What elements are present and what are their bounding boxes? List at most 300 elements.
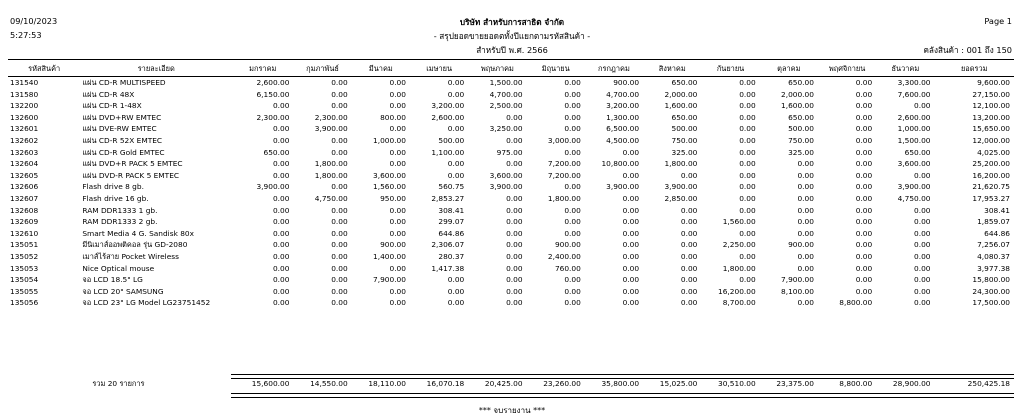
- month-amount: 4,025.00: [977, 147, 1010, 157]
- month-amount: 3,977.38: [977, 263, 1010, 273]
- month-amount: 0.00: [272, 240, 290, 250]
- product-description: Flash drive 16 gb.: [82, 193, 149, 203]
- product-description: เมาส์ไร้สาย Pocket Wireless: [82, 251, 179, 261]
- month-amount: 4,500.00: [606, 135, 640, 145]
- column-header: พฤษภาคม: [480, 64, 514, 73]
- month-amount: 0.00: [622, 217, 640, 227]
- month-amount: 0.00: [797, 263, 814, 273]
- product-description: แผ่น CD-R 1-48X: [82, 101, 142, 111]
- column-header-row: [8, 60, 1014, 77]
- month-amount: 0.00: [739, 78, 756, 87]
- month-amount: 0.00: [855, 182, 873, 192]
- month-amount: 0.00: [272, 101, 290, 111]
- month-amount: 0.00: [447, 170, 465, 180]
- month-amount: 0.00: [914, 240, 931, 250]
- month-amount: 0.00: [739, 193, 756, 203]
- month-amount: 0.00: [797, 193, 814, 203]
- month-amount: 0.00: [739, 124, 756, 134]
- month-amount: 0.00: [622, 228, 640, 238]
- month-amount: 0.00: [331, 147, 348, 157]
- month-amount: 0.00: [855, 159, 873, 169]
- product-code: 131580: [10, 89, 39, 99]
- month-amount: 0.00: [447, 78, 465, 87]
- total-row-table: [8, 378, 1014, 390]
- month-amount: 0.00: [331, 182, 348, 192]
- product-code: 132602: [10, 135, 39, 145]
- total-amount: 28,900.00: [892, 379, 931, 388]
- table-row: [8, 181, 1014, 193]
- month-amount: 1,800.00: [547, 193, 581, 203]
- product-description: Smart Media 4 G. Sandisk 80x: [82, 228, 194, 238]
- month-amount: 0.00: [331, 135, 348, 145]
- month-amount: 0.00: [272, 205, 290, 215]
- product-code: 132607: [10, 193, 39, 203]
- month-amount: 4,700.00: [606, 89, 640, 99]
- company-name: บริษัท สำหรับการสาธิต จำกัด: [459, 17, 565, 27]
- month-amount: 0.00: [506, 193, 523, 203]
- month-amount: 0.00: [331, 286, 348, 296]
- table-row: [8, 216, 1014, 228]
- month-amount: 2,300.00: [256, 112, 290, 122]
- table-row: [8, 205, 1014, 217]
- product-code: 132609: [10, 217, 39, 227]
- month-amount: 0.00: [680, 170, 698, 180]
- month-amount: 0.00: [447, 159, 465, 169]
- product-description: จอ LCD 23" LG Model LG23751452: [82, 298, 211, 308]
- month-amount: 750.00: [788, 135, 814, 145]
- total-label: รวม 20 รายการ: [92, 379, 145, 388]
- month-amount: 2,300.00: [314, 112, 348, 122]
- month-amount: 0.00: [272, 170, 290, 180]
- month-amount: 0.00: [506, 135, 523, 145]
- month-amount: 0.00: [739, 159, 756, 169]
- month-amount: 0.00: [680, 228, 698, 238]
- month-amount: 2,500.00: [489, 101, 523, 111]
- month-amount: 0.00: [331, 275, 348, 285]
- column-header: มิถุนายน: [541, 64, 570, 73]
- month-amount: 1,300.00: [606, 112, 640, 122]
- month-amount: 1,600.00: [781, 101, 814, 111]
- month-amount: 0.00: [272, 263, 290, 273]
- month-amount: 0.00: [797, 182, 814, 192]
- month-amount: 0.00: [914, 228, 931, 238]
- month-amount: 0.00: [797, 251, 814, 261]
- month-amount: 0.00: [739, 228, 756, 238]
- column-header: ยอดรวม: [960, 64, 988, 73]
- column-header: กุมภาพันธ์: [306, 64, 339, 73]
- month-amount: 7,900.00: [373, 275, 406, 285]
- month-amount: 8,700.00: [722, 298, 756, 308]
- month-amount: 0.00: [797, 159, 814, 169]
- product-description: จอ LCD 18.5" LG: [82, 275, 143, 285]
- product-code: 132610: [10, 228, 39, 238]
- column-header: รหัสสินค้า: [28, 64, 61, 73]
- month-amount: 3,900.00: [897, 182, 931, 192]
- month-amount: 0.00: [855, 78, 873, 87]
- column-header: กันยายน: [716, 64, 745, 73]
- month-amount: 0.00: [272, 124, 290, 134]
- month-amount: 1,859.07: [977, 217, 1010, 227]
- table-row: [8, 170, 1014, 182]
- column-header: พฤศจิกายน: [828, 64, 866, 73]
- product-description: แผ่น DVD-R PACK 5 EMTEC: [82, 170, 180, 180]
- month-amount: 1,800.00: [314, 170, 348, 180]
- month-amount: 7,600.00: [897, 89, 931, 99]
- month-amount: 0.00: [389, 228, 406, 238]
- product-description: แผ่น DVD+R PACK 5 EMTEC: [82, 159, 183, 169]
- month-amount: 0.00: [622, 275, 640, 285]
- product-description: มีนิเมาส์ออพติคอล รุ่น GD-2080: [82, 240, 188, 250]
- month-amount: 650.00: [904, 147, 931, 157]
- end-of-report: *** จบรายงาน ***: [478, 406, 546, 415]
- month-amount: 0.00: [389, 298, 406, 308]
- month-amount: 0.00: [272, 135, 290, 145]
- month-amount: 0.00: [622, 286, 640, 296]
- product-code: 135052: [10, 251, 39, 261]
- table-row: [8, 158, 1014, 170]
- product-description: แผ่น CD-R MULTISPEED: [82, 78, 166, 87]
- month-amount: 650.00: [671, 112, 698, 122]
- month-amount: 0.00: [680, 240, 698, 250]
- month-amount: 0.00: [272, 251, 290, 261]
- month-amount: 24,300.00: [972, 286, 1010, 296]
- month-amount: 900.00: [554, 240, 581, 250]
- month-amount: 2,600.00: [897, 112, 931, 122]
- month-amount: 0.00: [797, 298, 814, 308]
- column-header: กรกฎาคม: [598, 64, 630, 73]
- month-amount: 0.00: [680, 217, 698, 227]
- month-amount: 0.00: [506, 251, 523, 261]
- total-amount: 16,070.18: [426, 379, 465, 388]
- total-amount: 30,510.00: [718, 379, 756, 388]
- month-amount: 7,900.00: [781, 275, 814, 285]
- month-amount: 2,000.00: [664, 89, 698, 99]
- month-amount: 3,250.00: [489, 124, 523, 134]
- total-amount: 15,025.00: [659, 379, 698, 388]
- month-amount: 3,900.00: [256, 182, 290, 192]
- month-amount: 0.00: [739, 182, 756, 192]
- month-amount: 0.00: [564, 101, 581, 111]
- month-amount: 0.00: [622, 193, 640, 203]
- month-amount: 1,800.00: [722, 263, 756, 273]
- month-amount: 0.00: [447, 89, 465, 99]
- month-amount: 8,800.00: [839, 298, 873, 308]
- month-amount: 0.00: [622, 263, 640, 273]
- month-amount: 0.00: [855, 193, 873, 203]
- month-amount: 0.00: [506, 275, 523, 285]
- month-amount: 0.00: [331, 205, 348, 215]
- table-row: [8, 112, 1014, 124]
- month-amount: 900.00: [380, 240, 406, 250]
- month-amount: 4,700.00: [489, 89, 523, 99]
- month-amount: 650.00: [788, 112, 814, 122]
- month-amount: 0.00: [914, 217, 931, 227]
- product-description: แผ่น CD-R 48X: [82, 89, 135, 99]
- month-amount: 650.00: [788, 78, 814, 87]
- table-row: [8, 239, 1014, 251]
- product-description: แผ่น CD-R 52X EMTEC: [82, 135, 163, 145]
- month-amount: 10,800.00: [601, 159, 640, 169]
- month-amount: 0.00: [855, 251, 873, 261]
- month-amount: 0.00: [331, 217, 348, 227]
- table-row: [8, 263, 1014, 275]
- month-amount: 0.00: [564, 112, 581, 122]
- month-amount: 0.00: [680, 251, 698, 261]
- month-amount: 7,256.07: [977, 240, 1010, 250]
- total-amount: 14,550.00: [310, 379, 348, 388]
- month-amount: 0.00: [739, 147, 756, 157]
- product-description: RAM DDR1333 2 gb.: [82, 217, 158, 227]
- month-amount: 0.00: [389, 89, 406, 99]
- month-amount: 2,306.07: [431, 240, 465, 250]
- month-amount: 0.00: [389, 263, 406, 273]
- month-amount: 0.00: [506, 217, 523, 227]
- month-amount: 0.00: [331, 228, 348, 238]
- month-amount: 3,200.00: [606, 101, 640, 111]
- total-amount: 250,425.18: [967, 379, 1010, 388]
- month-amount: 0.00: [855, 217, 873, 227]
- month-amount: 0.00: [564, 286, 581, 296]
- month-amount: 6,500.00: [606, 124, 640, 134]
- month-amount: 1,800.00: [664, 159, 698, 169]
- month-amount: 17,500.00: [972, 298, 1010, 308]
- total-amount: 23,260.00: [543, 379, 581, 388]
- product-description: แผ่น DVD+RW EMTEC: [82, 112, 162, 122]
- report-date: 09/10/2023: [10, 16, 58, 26]
- month-amount: 3,900.00: [664, 182, 698, 192]
- month-amount: 0.00: [447, 286, 465, 296]
- month-amount: 0.00: [680, 286, 698, 296]
- month-amount: 0.00: [739, 205, 756, 215]
- month-amount: 0.00: [447, 275, 465, 285]
- month-amount: 0.00: [506, 263, 523, 273]
- month-amount: 17,953.27: [972, 193, 1010, 203]
- month-amount: 0.00: [564, 78, 581, 87]
- month-amount: 7,200.00: [547, 170, 581, 180]
- total-amount: 8,800.00: [839, 379, 873, 388]
- product-code: 132606: [10, 182, 39, 192]
- product-code: 135053: [10, 263, 39, 273]
- month-amount: 0.00: [447, 298, 465, 308]
- month-amount: 975.00: [496, 147, 523, 157]
- month-amount: 7,200.00: [547, 159, 581, 169]
- month-amount: 1,400.00: [373, 251, 406, 261]
- total-amount: 15,600.00: [251, 379, 290, 388]
- month-amount: 0.00: [855, 135, 873, 145]
- month-amount: 0.00: [389, 286, 406, 296]
- month-amount: 0.00: [739, 275, 756, 285]
- month-amount: 0.00: [447, 124, 465, 134]
- month-amount: 950.00: [380, 193, 406, 203]
- month-amount: 0.00: [506, 112, 523, 122]
- month-amount: 4,750.00: [897, 193, 931, 203]
- month-amount: 0.00: [331, 263, 348, 273]
- month-amount: 0.00: [564, 228, 581, 238]
- month-amount: 0.00: [564, 124, 581, 134]
- month-amount: 25,200.00: [972, 159, 1010, 169]
- month-amount: 2,000.00: [781, 89, 814, 99]
- month-amount: 0.00: [331, 78, 348, 87]
- month-amount: 2,853.27: [431, 193, 465, 203]
- report-time: 5:27:53: [10, 30, 42, 40]
- month-amount: 16,200.00: [718, 286, 756, 296]
- month-amount: 0.00: [855, 89, 873, 99]
- month-amount: 12,100.00: [972, 101, 1010, 111]
- month-amount: 325.00: [788, 147, 814, 157]
- month-amount: 0.00: [855, 263, 873, 273]
- month-amount: 0.00: [506, 228, 523, 238]
- month-amount: 0.00: [680, 263, 698, 273]
- total-amount: 23,375.00: [776, 379, 814, 388]
- month-amount: 1,560.00: [722, 217, 756, 227]
- table-row: [8, 123, 1014, 135]
- month-amount: 0.00: [331, 89, 348, 99]
- month-amount: 1,100.00: [431, 147, 465, 157]
- month-amount: 0.00: [855, 112, 873, 122]
- table-row: [8, 251, 1014, 263]
- month-amount: 0.00: [855, 101, 873, 111]
- total-amount: 18,110.00: [368, 379, 406, 388]
- month-amount: 0.00: [914, 101, 931, 111]
- month-amount: 0.00: [564, 275, 581, 285]
- month-amount: 0.00: [272, 228, 290, 238]
- month-amount: 3,300.00: [897, 78, 931, 87]
- table-row: [8, 297, 1014, 309]
- month-amount: 0.00: [739, 101, 756, 111]
- month-amount: 0.00: [622, 205, 640, 215]
- product-code: 132601: [10, 124, 39, 134]
- table-row: [8, 274, 1014, 286]
- month-amount: 500.00: [438, 135, 465, 145]
- month-amount: 1,500.00: [897, 135, 931, 145]
- product-code: 135056: [10, 298, 39, 308]
- month-amount: 0.00: [564, 147, 581, 157]
- month-amount: 0.00: [914, 205, 931, 215]
- month-amount: 0.00: [622, 147, 640, 157]
- product-description: แผ่น CD-R Gold EMTEC: [82, 147, 165, 157]
- month-amount: 0.00: [914, 275, 931, 285]
- product-code: 132603: [10, 147, 39, 157]
- total-bottom-double-rule: [231, 393, 1014, 398]
- month-amount: 0.00: [855, 275, 873, 285]
- month-amount: 2,600.00: [431, 112, 465, 122]
- month-amount: 750.00: [671, 135, 698, 145]
- product-code: 132605: [10, 170, 39, 180]
- month-amount: 500.00: [671, 124, 698, 134]
- product-code: 132608: [10, 205, 39, 215]
- month-amount: 3,900.00: [489, 182, 523, 192]
- month-amount: 2,600.00: [256, 78, 290, 87]
- month-amount: 1,000.00: [897, 124, 931, 134]
- month-amount: 0.00: [622, 170, 640, 180]
- month-amount: 0.00: [797, 228, 814, 238]
- month-amount: 1,600.00: [664, 101, 698, 111]
- product-code: 135055: [10, 286, 39, 296]
- month-amount: 1,000.00: [373, 135, 406, 145]
- month-amount: 0.00: [564, 182, 581, 192]
- column-header: รายละเอียด: [137, 64, 175, 73]
- month-amount: 0.00: [855, 147, 873, 157]
- month-amount: 0.00: [855, 124, 873, 134]
- month-amount: 650.00: [263, 147, 290, 157]
- month-amount: 0.00: [506, 240, 523, 250]
- month-amount: 0.00: [506, 205, 523, 215]
- month-amount: 0.00: [272, 217, 290, 227]
- month-amount: 0.00: [389, 78, 406, 87]
- month-amount: 0.00: [331, 240, 348, 250]
- month-amount: 0.00: [797, 205, 814, 215]
- product-description: แผ่น DVE-RW EMTEC: [82, 124, 157, 134]
- month-amount: 644.86: [438, 228, 465, 238]
- month-amount: 0.00: [564, 89, 581, 99]
- month-amount: 299.07: [438, 217, 465, 227]
- month-amount: 0.00: [564, 298, 581, 308]
- product-code: 135054: [10, 275, 39, 285]
- month-amount: 0.00: [389, 101, 406, 111]
- month-amount: 0.00: [680, 298, 698, 308]
- month-amount: 0.00: [797, 217, 814, 227]
- column-header: มกราคม: [249, 64, 277, 73]
- column-header: ธันวาคม: [891, 64, 920, 73]
- month-amount: 0.00: [855, 240, 873, 250]
- month-amount: 1,560.00: [373, 182, 406, 192]
- month-amount: 0.00: [564, 205, 581, 215]
- table-row: [8, 100, 1014, 112]
- month-amount: 0.00: [914, 298, 931, 308]
- month-amount: 2,400.00: [547, 251, 581, 261]
- column-header: ตุลาคม: [777, 64, 801, 73]
- page-number: Page 1: [984, 16, 1012, 26]
- table-row: [8, 77, 1014, 89]
- month-amount: 3,600.00: [489, 170, 523, 180]
- month-amount: 8,100.00: [781, 286, 814, 296]
- sales-summary-table: [8, 60, 1014, 309]
- month-amount: 0.00: [389, 205, 406, 215]
- month-amount: 3,600.00: [897, 159, 931, 169]
- total-amount: 20,425.00: [484, 379, 523, 388]
- month-amount: 3,200.00: [431, 101, 465, 111]
- month-amount: 0.00: [739, 112, 756, 122]
- month-amount: 16,200.00: [972, 170, 1010, 180]
- month-amount: 3,900.00: [606, 182, 640, 192]
- table-row: [8, 89, 1014, 101]
- month-amount: 0.00: [272, 286, 290, 296]
- month-amount: 0.00: [506, 286, 523, 296]
- product-description: Nice Optical mouse: [82, 263, 155, 273]
- month-amount: 0.00: [331, 298, 348, 308]
- month-amount: 325.00: [671, 147, 698, 157]
- month-amount: 500.00: [788, 124, 814, 134]
- month-amount: 0.00: [855, 228, 873, 238]
- month-amount: 12,000.00: [972, 135, 1010, 145]
- month-amount: 3,900.00: [314, 124, 348, 134]
- month-amount: 0.00: [855, 170, 873, 180]
- month-amount: 4,080.37: [977, 251, 1010, 261]
- month-amount: 0.00: [797, 170, 814, 180]
- report-year: สำหรับปี พ.ศ. 2566: [476, 45, 548, 55]
- month-amount: 0.00: [272, 193, 290, 203]
- product-description: จอ LCD 20" SAMSUNG: [82, 286, 164, 296]
- month-amount: 0.00: [622, 298, 640, 308]
- month-amount: 0.00: [331, 101, 348, 111]
- month-amount: 0.00: [622, 251, 640, 261]
- month-amount: 900.00: [613, 78, 640, 87]
- column-header: เมษายน: [426, 64, 453, 73]
- month-amount: 0.00: [331, 251, 348, 261]
- month-amount: 0.00: [564, 217, 581, 227]
- month-amount: 0.00: [855, 286, 873, 296]
- month-amount: 0.00: [914, 286, 931, 296]
